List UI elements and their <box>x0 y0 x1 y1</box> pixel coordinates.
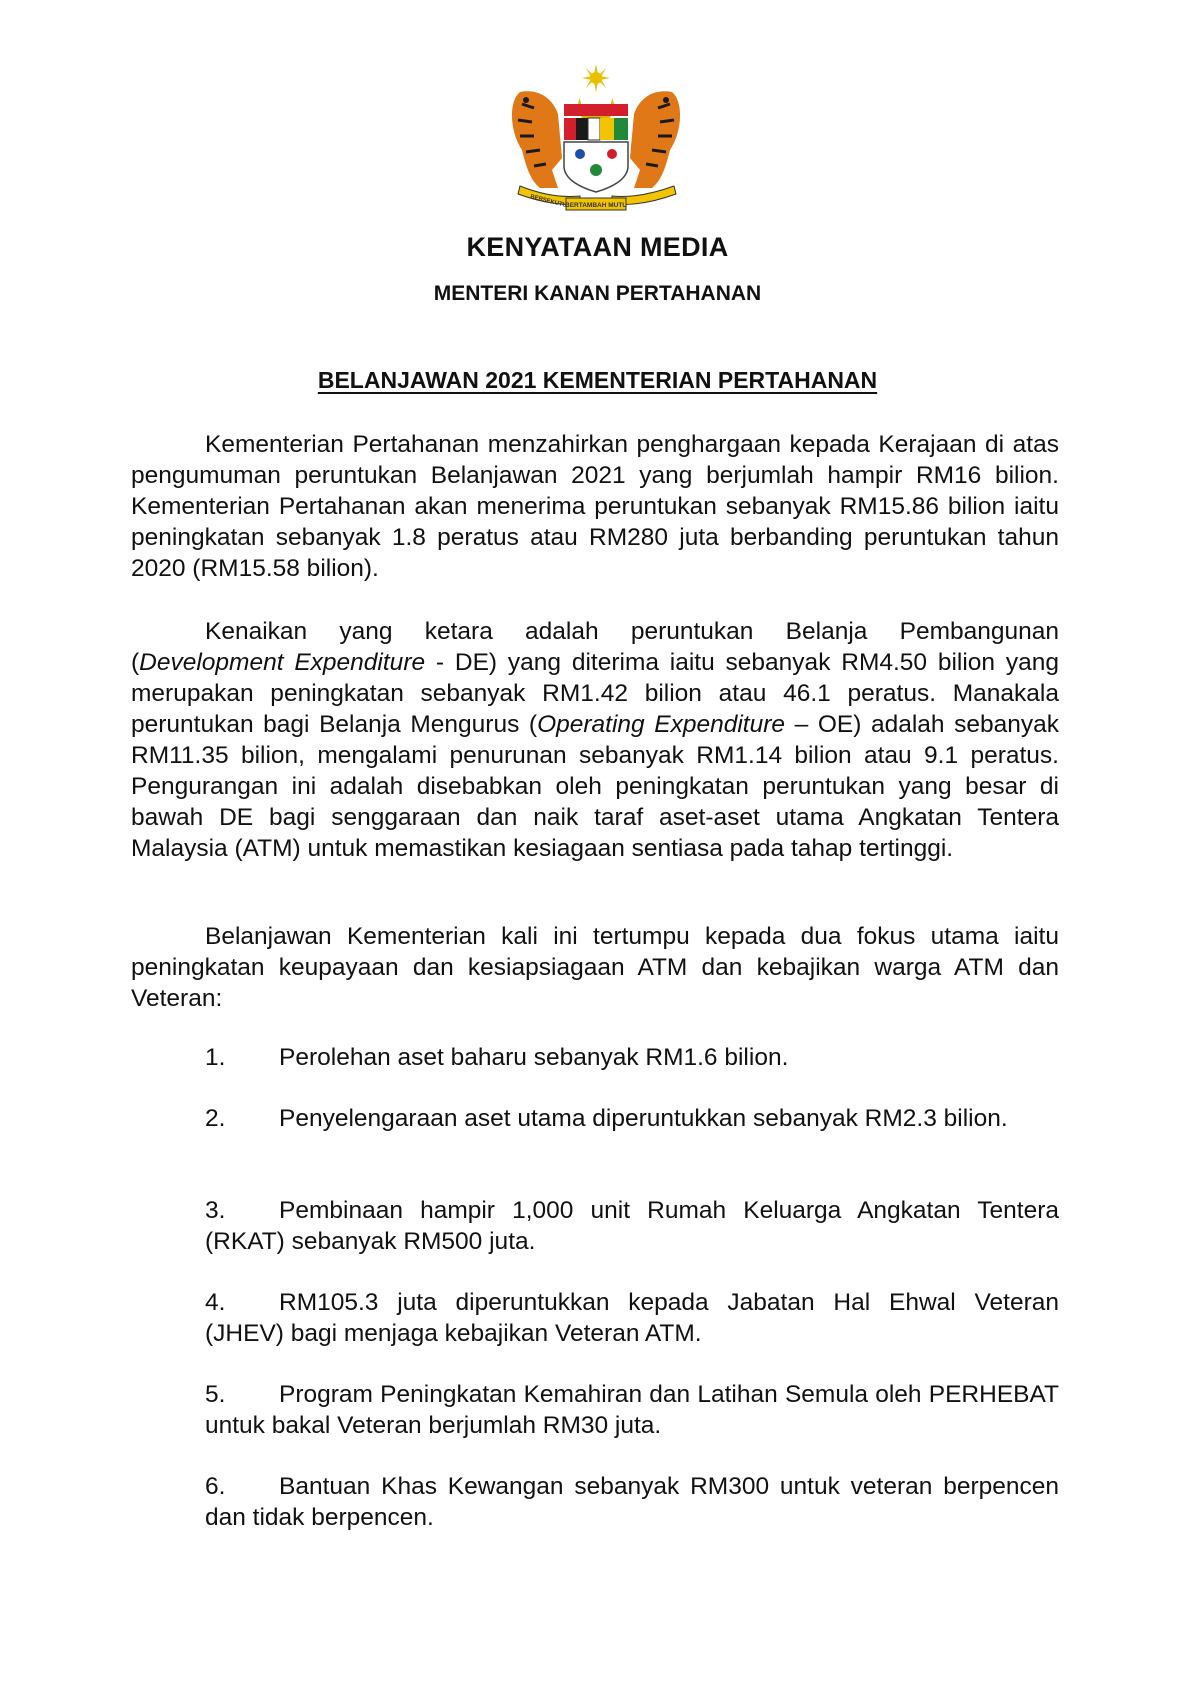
document-heading: BELANJAWAN 2021 KEMENTERIAN PERTAHANAN <box>317 367 878 393</box>
paragraph-2-term-oe: Operating Expenditure <box>537 711 786 738</box>
crest-scroll-left-text: BERSEKUTU <box>529 194 568 209</box>
malaysia-coat-of-arms-logo <box>500 62 692 214</box>
list-item-number: 3. <box>205 1197 226 1224</box>
paragraph-2-text-e: – OE) adalah sebanyak RM11.35 bilion, mengalami penurunan sebanyak RM1.14 bilion atau 9.1 peratus. Pengurangan ini adalah disebabkan oleh peningkatan peruntukan yang besar di bawah DE bagi senggaraan dan naik taraf aset-aset utama Angkatan Tentera Malaysia (ATM) untuk memastikan kesiagaan sentiasa pada tahap tertinggi. <box>131 711 1059 862</box>
list-item <box>205 1471 1059 1533</box>
list-item-number: 1. <box>205 1044 226 1071</box>
list-item-number: 6. <box>205 1473 226 1500</box>
list-item-number: 5. <box>205 1381 226 1408</box>
list-item-text: RM105.3 juta diperuntukkan kepada Jabatan Hal Ehwal Veteran (JHEV) bagi menjaga kebajikan Veteran ATM. <box>205 1289 1059 1347</box>
paragraph-2-text-a: Kenaikan yang ketara adalah peruntukan Belanja Pembangunan ( <box>131 618 1059 676</box>
list-item-text: Pembinaan hampir 1,000 unit Rumah Keluarga Angkatan Tentera (RKAT) sebanyak RM500 juta. <box>205 1197 1059 1255</box>
list-item-text: Perolehan aset baharu sebanyak RM1.6 bilion. <box>279 1044 789 1071</box>
list-item-text: Penyelengaraan aset utama diperuntukkan sebanyak RM2.3 bilion. <box>279 1105 1008 1132</box>
list-item <box>205 1379 1059 1441</box>
document-title: KENYATAAN MEDIA <box>466 232 729 262</box>
crest-scroll-bottom-text: BERTAMBAH MUTU <box>565 202 627 209</box>
paragraph-1: Kementerian Pertahanan menzahirkan penghargaan kepada Kerajaan di atas pengumuman peruntukan Belanjawan 2021 yang berjumlah hampir RM16 bilion. Kementerian Pertahanan akan menerima peruntukan sebanyak RM15.86 bilion iaitu peningkatan sebanyak 1.8 peratus atau RM280 juta berbanding peruntukan tahun 2020 (RM15.58 bilion). <box>131 431 1059 582</box>
paragraph-2 <box>131 616 1059 864</box>
list-item-text: Bantuan Khas Kewangan sebanyak RM300 untuk veteran berpencen dan tidak berpencen. <box>205 1473 1059 1531</box>
paragraph-3: Belanjawan Kementerian kali ini tertumpu kepada dua fokus utama iaitu peningkatan keupayaan dan kesiapsiagaan ATM dan kebajikan warga ATM dan Veteran: <box>131 923 1059 1012</box>
list-item <box>205 1103 1059 1134</box>
list-item-number: 2. <box>205 1105 226 1132</box>
paragraph-2-text-c: - DE) yang diterima iaitu sebanyak RM4.50 bilion yang merupakan peningkatan sebanyak RM1.42 bilion atau 46.1 peratus. Manakala peruntukan bagi Belanja Mengurus ( <box>131 649 1060 738</box>
list-item-number: 4. <box>205 1289 226 1316</box>
list-item <box>205 1042 1059 1073</box>
document-subtitle: MENTERI KANAN PERTAHANAN <box>433 282 762 305</box>
list-item-text: Program Peningkatan Kemahiran dan Latihan Semula oleh PERHEBAT untuk bakal Veteran berjumlah RM30 juta. <box>205 1381 1059 1439</box>
paragraph-2-term-de: Development Expenditure <box>139 649 426 676</box>
list-item <box>205 1287 1059 1349</box>
list-item <box>205 1195 1059 1257</box>
